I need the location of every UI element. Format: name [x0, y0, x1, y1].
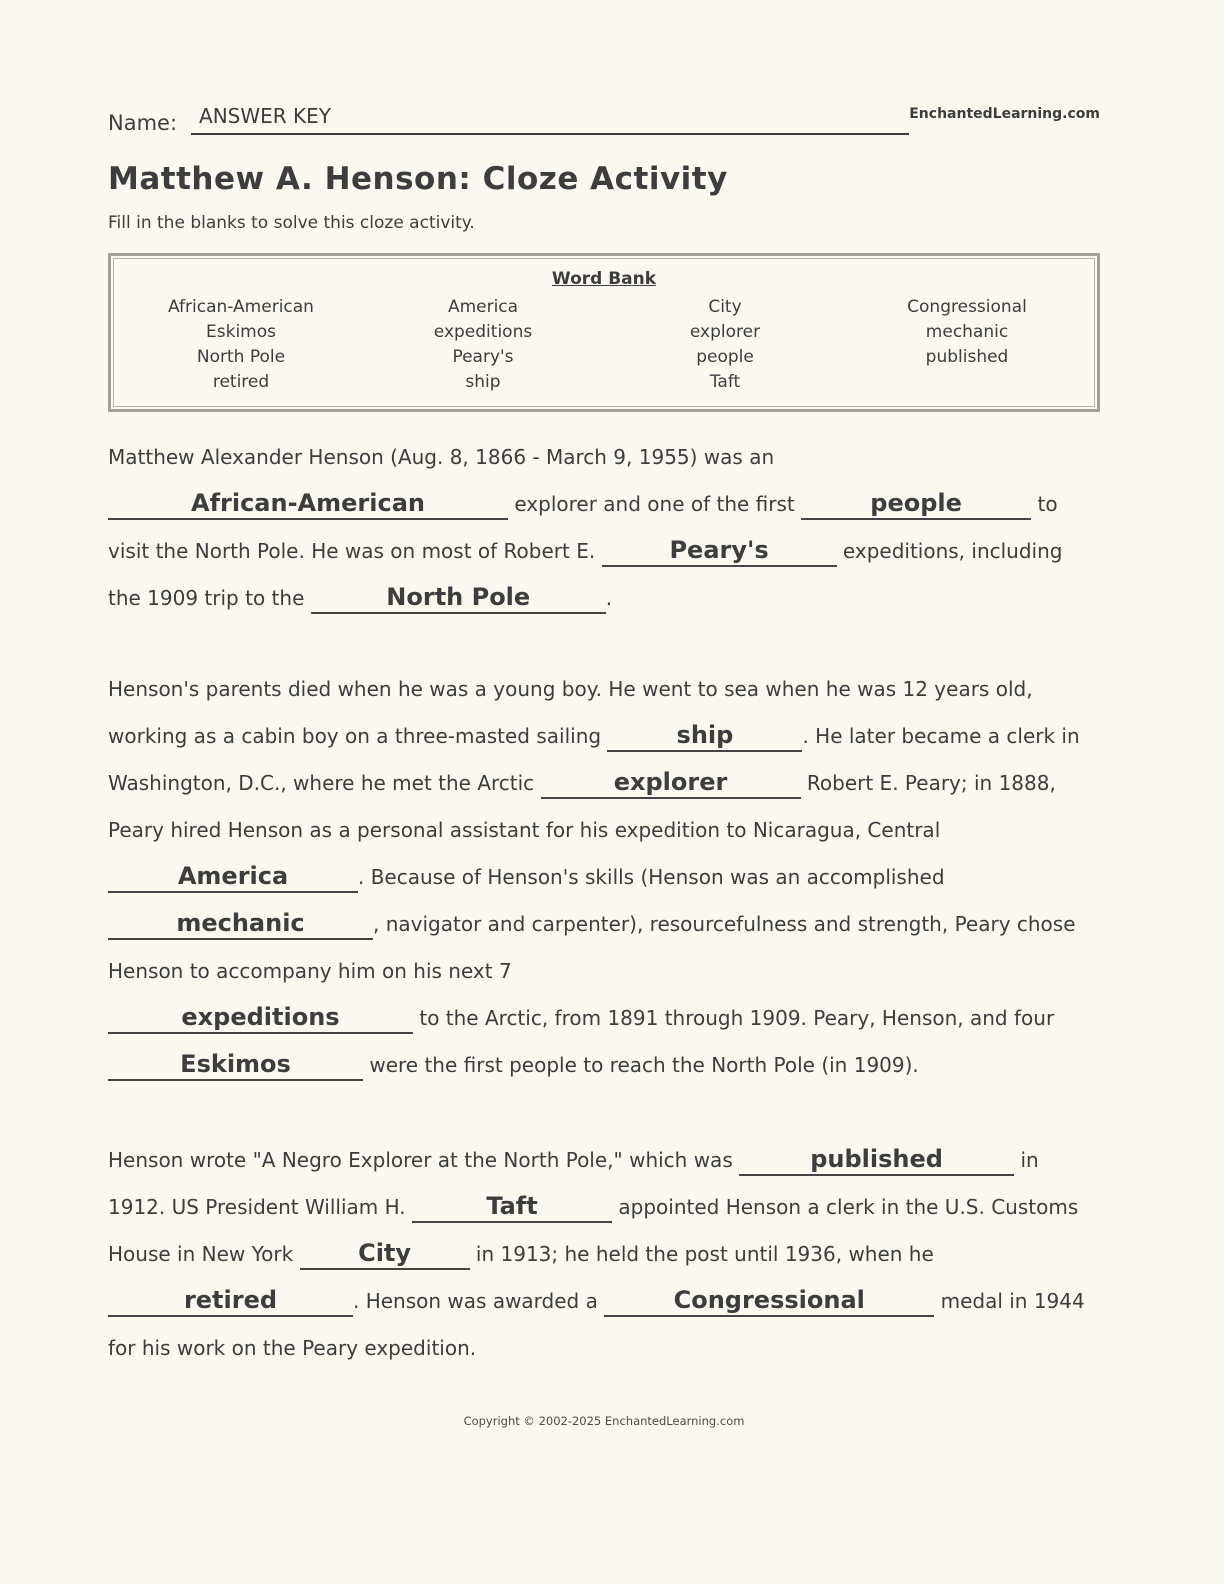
word-bank-item: explorer: [689, 322, 761, 342]
word-bank-box: [108, 253, 1100, 412]
text-run: explorer and one of the first: [508, 492, 802, 516]
answer-blank: Eskimos: [108, 1051, 363, 1081]
answer-blank: mechanic: [108, 910, 373, 940]
text-run: . Because of Henson's skills (Henson was an accomplished: [358, 865, 945, 889]
word-bank-item: mechanic: [925, 322, 1009, 342]
name-label: Name:: [108, 111, 178, 135]
word-bank-item: Peary's: [452, 347, 514, 367]
text-run: in 1912. US President William H.: [108, 1148, 1039, 1219]
text-run: appointed Henson a clerk in the U.S. Customs House in New York: [108, 1195, 1079, 1266]
word-bank-title: Word Bank: [551, 269, 657, 289]
text-run: . He later became a clerk in Washington, D.C., where he met the Arctic: [108, 724, 1080, 795]
word-bank-item: Congressional: [907, 297, 1027, 317]
text-run: Robert E. Peary; in 1888, Peary hired Henson as a personal assistant for his expedition to Nicaragua, Central: [108, 771, 1056, 842]
text-run: expeditions, including the 1909 trip to the: [108, 539, 1063, 610]
text-run: in 1913; he held the post until 1936, when he: [469, 1242, 934, 1266]
answer-blank: Congressional: [604, 1287, 934, 1317]
word-bank-item: retired: [212, 372, 270, 392]
word-bank-item: African-American: [168, 297, 314, 317]
text-run: . Henson was awarded a: [353, 1289, 605, 1313]
word-bank-item: published: [925, 347, 1009, 367]
text-run: Henson's parents died when he was a young boy. He went to sea when he was 12 years old, working as a cabin boy on a three-masted sailing: [108, 677, 1033, 748]
word-bank-item: ship: [465, 372, 501, 392]
word-bank-item: Taft: [709, 372, 741, 392]
answer-blank: explorer: [541, 769, 801, 799]
text-run: Henson wrote "A Negro Explorer at the North Pole," which was: [108, 1148, 740, 1172]
word-bank-item: Eskimos: [206, 322, 276, 342]
text-run: medal in 1944 for his work on the Peary expedition.: [108, 1289, 1085, 1360]
text-run: were the first people to reach the North Pole (in 1909).: [363, 1053, 919, 1077]
word-bank-item: expeditions: [433, 322, 533, 342]
answer-blank: Taft: [412, 1193, 612, 1223]
answer-blank: African-American: [108, 490, 508, 520]
word-bank-item: North Pole: [196, 347, 286, 367]
text-run: to visit the North Pole. He was on most of Robert E.: [108, 492, 1058, 563]
text-run: , navigator and carpenter), resourcefulness and strength, Peary chose Henson to accompany him on his next 7: [108, 912, 1076, 983]
answer-blank: people: [801, 490, 1031, 520]
answer-blank: Peary's: [602, 537, 837, 567]
word-bank-grid: [120, 297, 1088, 392]
answer-blank: published: [739, 1146, 1014, 1176]
cloze-paragraph-2: [108, 666, 1100, 1089]
word-bank-item: America: [447, 297, 519, 317]
word-bank-item: [846, 372, 1088, 392]
word-bank-item: City: [708, 297, 742, 317]
instructions-text: Fill in the blanks to solve this cloze activity.: [108, 213, 475, 233]
header: [108, 104, 1100, 135]
word-bank-inner: [113, 258, 1095, 407]
answer-blank: expeditions: [108, 1004, 413, 1034]
answer-blank: City: [300, 1240, 470, 1270]
copyright-text: Copyright © 2002-2025 EnchantedLearning.com: [463, 1414, 745, 1428]
word-bank-item: people: [696, 347, 754, 367]
text-run: .: [605, 586, 613, 610]
page-title: Matthew A. Henson: Cloze Activity: [108, 161, 728, 197]
cloze-paragraph-3: [108, 1137, 1100, 1372]
text-run: Matthew Alexander Henson (Aug. 8, 1866 - March 9, 1955) was an: [108, 445, 775, 469]
answer-blank: North Pole: [311, 584, 606, 614]
site-brand: EnchantedLearning.com: [909, 106, 1100, 122]
answer-blank: retired: [108, 1287, 353, 1317]
answer-blank: ship: [607, 722, 802, 752]
cloze-paragraph-1: [108, 434, 1100, 622]
name-field[interactable]: ANSWER KEY: [191, 104, 909, 135]
text-run: to the Arctic, from 1891 through 1909. Peary, Henson, and four: [413, 1006, 1055, 1030]
answer-blank: America: [108, 863, 358, 893]
